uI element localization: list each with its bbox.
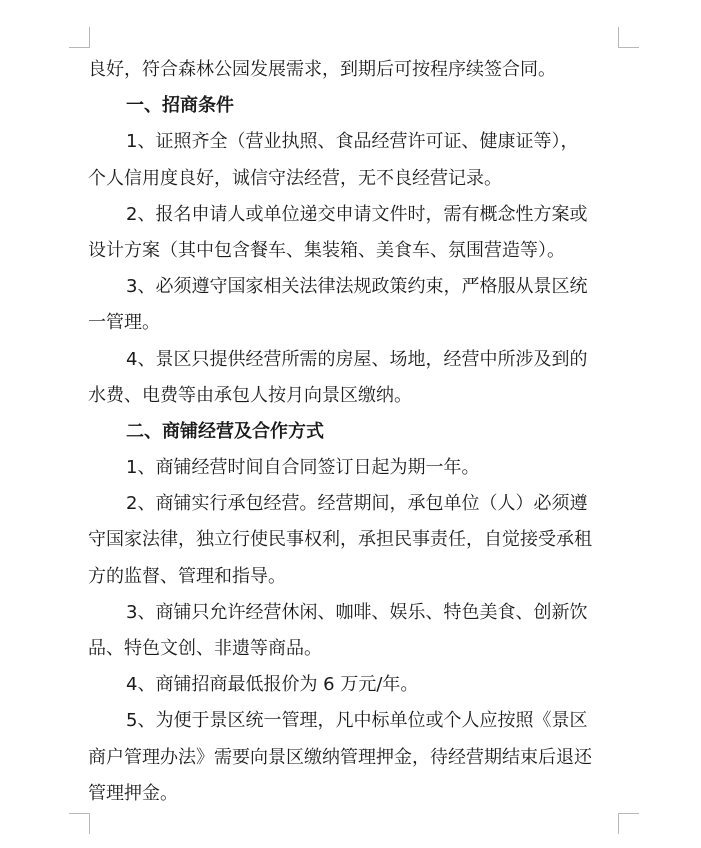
document-body	[88, 52, 628, 812]
text-line: 4、商铺招商最低报价为 6 万元/年。	[126, 674, 419, 696]
section-heading: 一、招商条件	[126, 95, 234, 117]
text-line: 2、商铺实行承包经营。经营期间，承包单位（人）必须遵	[126, 493, 588, 515]
crop-mark-top-left	[69, 27, 90, 48]
text-line: 3、必须遵守国家相关法律法规政策约束，严格服从景区统	[126, 276, 588, 298]
text-line: 3、商铺只允许经营休闲、咖啡、娱乐、特色美食、创新饮	[126, 601, 588, 623]
text-line: 5、为便于景区统一管理，凡中标单位或个人应按照《景区	[126, 710, 588, 732]
text-line: 守国家法律，独立行使民事权利，承担民事责任，自觉接受承租	[88, 529, 592, 551]
text-line: 水费、电费等由承包人按月向景区缴纳。	[88, 384, 412, 406]
crop-mark-bottom-right	[618, 813, 639, 834]
section-heading: 二、商铺经营及合作方式	[126, 420, 324, 442]
text-line: 管理押金。	[88, 782, 178, 804]
text-line: 品、特色文创、非遗等商品。	[88, 638, 322, 659]
text-line: 4、景区只提供经营所需的房屋、场地，经营中所涉及到的	[126, 348, 588, 370]
text-line: 2、报名申请人或单位递交申请文件时，需有概念性方案或	[126, 203, 588, 225]
text-line: 良好，符合森林公园发展需求，到期后可按程序续签合同。	[88, 59, 556, 80]
text-line: 1、证照齐全（营业执照、食品经营许可证、健康证等），	[126, 131, 579, 153]
crop-mark-top-right	[618, 27, 639, 48]
text-line: 个人信用度良好，诚信守法经营，无不良经营记录。	[88, 167, 502, 189]
crop-mark-bottom-left	[69, 813, 90, 834]
text-line: 方的监督、管理和指导。	[88, 565, 286, 587]
text-line: 商户管理办法》需要向景区缴纳管理押金，待经营期结束后退还	[88, 746, 592, 768]
text-line: 1、商铺经营时间自合同签订日起为期一年。	[126, 457, 480, 479]
text-line: 一管理。	[88, 312, 160, 334]
text-line: 设计方案（其中包含餐车、集装箱、美食车、氛围营造等）。	[88, 239, 565, 261]
